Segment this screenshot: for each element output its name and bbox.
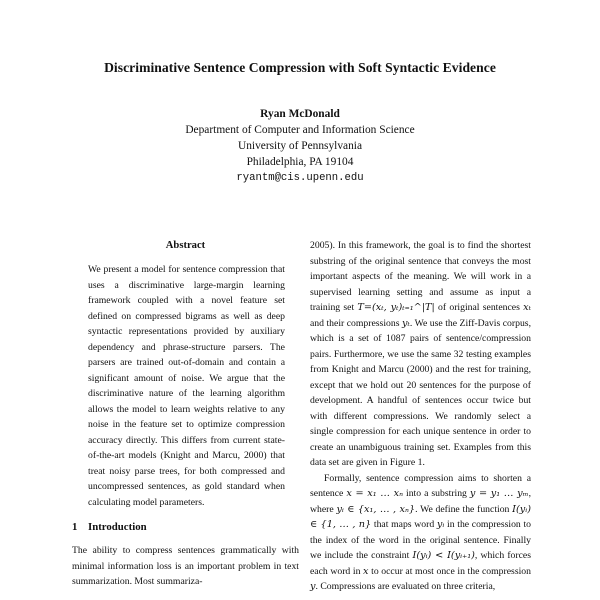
text-run: , where (310, 488, 531, 515)
left-column (72, 238, 299, 590)
abstract-heading: Abstract (165, 240, 206, 251)
math-x: xₜ (523, 302, 531, 313)
introduction-text: The ability to compress sentences grammatically with minimal information loss is an important problem in text summarization. Most summariza- (72, 545, 299, 587)
author-email[interactable]: ryantm@cis.upenn.edu (236, 172, 364, 184)
text-run: of original sentences (434, 302, 524, 313)
text-run: . Compressions are evaluated on three criteria, (315, 581, 496, 592)
text-run: that maps word (371, 519, 437, 530)
author-university: University of Pennsylvania (237, 140, 362, 152)
right-column (310, 238, 531, 595)
text-run: into a substring (403, 488, 470, 499)
text-run: to occur at most once in the compression (368, 565, 531, 577)
right-paragraph-1 (310, 238, 531, 471)
math-x-definition: x = x₁ … xₙ (346, 488, 403, 499)
math-y: yₜ (401, 317, 410, 329)
math-yi: yᵢ (436, 519, 445, 530)
text-run: Formally, sentence compression aims to shorten a sentence (310, 472, 531, 499)
text-run: and their compressions (310, 317, 402, 329)
text-run: 2005). In this framework, the goal is to find the shortest substring of the original sentence that conveys the most important aspects of the meaning. We will work in a supervised learning setting and assume as input a training set (310, 240, 531, 313)
text-run: , which forces each word in (310, 550, 532, 577)
math-training-set: T=(xₜ, yₜ)ₜ₌₁^|T| (357, 302, 435, 313)
abstract-text: We present a model for sentence compression that uses a discriminative large-margin learning framework coupled with a novel feature set defined on compressed bigrams as well as deep syntactic representations provided by auxiliary dependency and phrase-structure parsers. The parsers are trained out-of-domain and contain a significant amount of noise. We argue that the discriminative nature of the learning algorithm allows the model to learn weights relative to any noise in the feature set to optimize compression accuracy directly. This differs from current state-of-the-art models (Knight and Marcu, 2000) that treat noisy parse trees, for both compressed and uncompressed sentences, as gold standard when calculating model parameters. (88, 264, 285, 508)
paper-title: Discriminative Sentence Compression with Soft Syntactic Evidence (104, 60, 496, 75)
text-run: . We define the function (415, 503, 513, 515)
text-run: . We use the Ziff-Davis corpus, which is a set of 1087 pairs of sentence/compression pairs. Furthermore, we use the same 32 testing examples from Knight and Marcu (2000) and the rest for training, except that we hold out 20 sentences for the purpose of development. A handful of sentences occur twice but with different compressions. We randomly select a single compression for each unique sentence in order to create an unambiguous training set. Examples from this data set are given in Figure 1. (310, 317, 531, 468)
text-run: in the compression to the index of the word in the original sentence. Finally we include the constraint (310, 519, 531, 561)
section-title: Introduction (88, 521, 147, 533)
section-number: 1 (72, 521, 78, 533)
author-department: Department of Computer and Information Science (185, 124, 415, 136)
math-x: x (363, 565, 369, 577)
math-yi-membership: yᵢ ∈ {x₁, … , xₙ} (336, 503, 416, 515)
math-index-function: I(yᵢ) ∈ {1, … , n} (310, 503, 531, 530)
math-y-definition: y = y₁ … yₘ (469, 488, 529, 499)
author-location: Philadelphia, PA 19104 (246, 156, 354, 168)
right-paragraph-2 (310, 471, 531, 595)
math-y: y (310, 581, 316, 592)
author-block (0, 106, 600, 186)
author-name: Ryan McDonald (260, 108, 340, 120)
section-heading-introduction (72, 520, 299, 535)
math-constraint: I(yᵢ) < I(yᵢ₊₁) (412, 550, 475, 561)
